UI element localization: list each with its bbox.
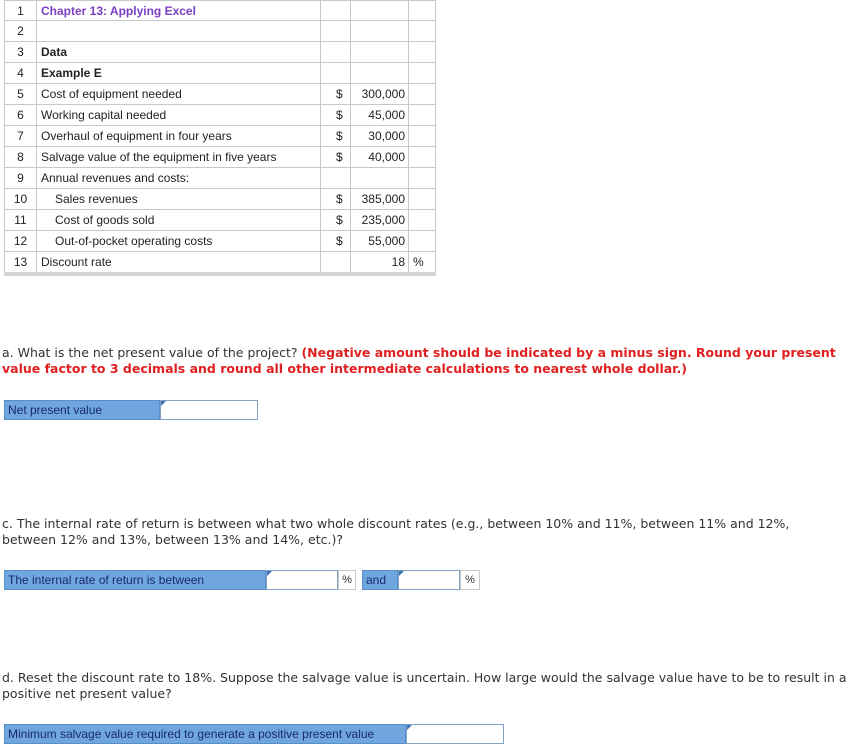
- unit-cell: [409, 231, 436, 252]
- irr-low-percent: %: [338, 570, 356, 590]
- value-cell: 30,000: [351, 126, 409, 147]
- label-cell: Annual revenues and costs:: [37, 168, 321, 189]
- input-marker-icon: [161, 401, 166, 406]
- value-cell: [351, 63, 409, 84]
- currency-cell: $: [321, 126, 351, 147]
- currency-cell: $: [321, 189, 351, 210]
- currency-cell: [321, 252, 351, 273]
- row-number: 7: [4, 126, 37, 147]
- unit-cell: [409, 105, 436, 126]
- value-cell: 18: [351, 252, 409, 273]
- irr-and-label: and: [362, 570, 398, 590]
- unit-cell: [409, 63, 436, 84]
- unit-cell: [409, 168, 436, 189]
- row-number: 3: [4, 42, 37, 63]
- question-a-text: a. What is the net present value of the project?: [2, 345, 302, 360]
- row-number: 11: [4, 210, 37, 231]
- row-number: 2: [4, 21, 37, 42]
- label-cell: Example E: [37, 63, 321, 84]
- unit-cell: [409, 147, 436, 168]
- question-c-text: c. The internal rate of return is between what two whole discount rates (e.g., between 10% and 11%, between 11% and 12%, between 12% and 13%, between 13% and 14%, etc.)?: [2, 516, 790, 547]
- npv-label: Net present value: [4, 400, 160, 420]
- unit-cell: [409, 0, 436, 21]
- label-cell: Salvage value of the equipment in five years: [37, 147, 321, 168]
- row-number: 8: [4, 147, 37, 168]
- salvage-label: Minimum salvage value required to generate a positive present value: [4, 724, 406, 744]
- value-cell: [351, 42, 409, 63]
- input-marker-icon: [267, 571, 272, 576]
- question-d-text: d. Reset the discount rate to 18%. Suppose the salvage value is uncertain. How large would the salvage value have to be to result in a positive net present value?: [2, 670, 847, 701]
- row-number: 13: [4, 252, 37, 273]
- unit-cell: [409, 189, 436, 210]
- label-cell: Overhaul of equipment in four years: [37, 126, 321, 147]
- currency-cell: [321, 168, 351, 189]
- currency-cell: $: [321, 231, 351, 252]
- input-marker-icon: [407, 725, 412, 730]
- value-cell: 55,000: [351, 231, 409, 252]
- sheet-bottom-border: [4, 272, 436, 276]
- row-number: 4: [4, 63, 37, 84]
- label-cell: Data: [37, 42, 321, 63]
- label-cell: Cost of goods sold: [37, 210, 321, 231]
- value-cell: 45,000: [351, 105, 409, 126]
- label-cell: Cost of equipment needed: [37, 84, 321, 105]
- unit-cell: [409, 21, 436, 42]
- row-number: 10: [4, 189, 37, 210]
- input-marker-icon: [399, 571, 404, 576]
- question-c: [2, 516, 847, 548]
- row-number: 12: [4, 231, 37, 252]
- currency-cell: [321, 42, 351, 63]
- unit-cell: %: [409, 252, 436, 273]
- irr-label: The internal rate of return is between: [4, 570, 266, 590]
- currency-cell: $: [321, 105, 351, 126]
- value-cell: 40,000: [351, 147, 409, 168]
- unit-cell: [409, 42, 436, 63]
- sheet-title: Chapter 13: Applying Excel: [37, 0, 321, 21]
- label-cell: Out-of-pocket operating costs: [37, 231, 321, 252]
- unit-cell: [409, 210, 436, 231]
- currency-cell: $: [321, 84, 351, 105]
- row-number: 6: [4, 105, 37, 126]
- value-cell: 300,000: [351, 84, 409, 105]
- label-cell: Discount rate: [37, 252, 321, 273]
- question-a: [2, 345, 847, 377]
- value-cell: [351, 168, 409, 189]
- npv-input[interactable]: [160, 400, 258, 420]
- value-cell: 385,000: [351, 189, 409, 210]
- label-cell: [37, 21, 321, 42]
- row-number: 5: [4, 84, 37, 105]
- question-d: [2, 670, 847, 702]
- currency-cell: $: [321, 147, 351, 168]
- irr-high-percent: %: [460, 570, 480, 590]
- currency-cell: [321, 21, 351, 42]
- question-a-note: (Negative amount should be indicated by a minus sign. Round your present value factor to 3 decimals and round all other intermediate calculations to nearest whole dollar.): [2, 345, 836, 376]
- value-cell: 235,000: [351, 210, 409, 231]
- currency-cell: [321, 63, 351, 84]
- currency-cell: [321, 0, 351, 21]
- irr-high-input[interactable]: [398, 570, 460, 590]
- unit-cell: [409, 126, 436, 147]
- row-number: 1: [4, 0, 37, 21]
- label-cell: Sales revenues: [37, 189, 321, 210]
- value-cell: [351, 0, 409, 21]
- irr-low-input[interactable]: [266, 570, 338, 590]
- value-cell: [351, 21, 409, 42]
- row-number: 9: [4, 168, 37, 189]
- label-cell: Working capital needed: [37, 105, 321, 126]
- currency-cell: $: [321, 210, 351, 231]
- unit-cell: [409, 84, 436, 105]
- salvage-input[interactable]: [406, 724, 504, 744]
